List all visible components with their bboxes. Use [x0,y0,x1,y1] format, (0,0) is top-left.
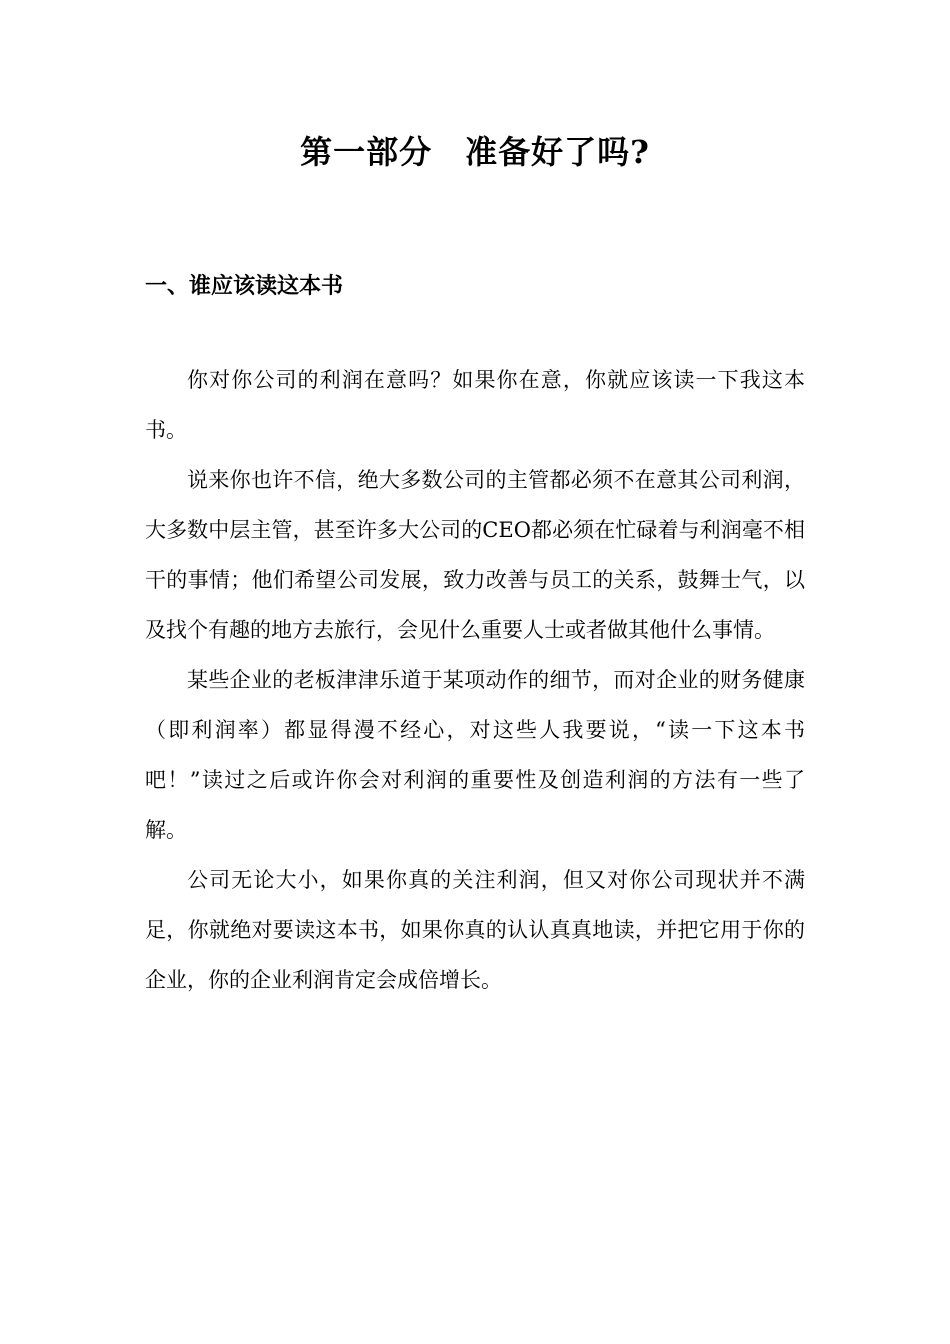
paragraph: 公司无论大小，如果你真的关注利润，但又对你公司现状并不满足，你就绝对要读这本书，如果你真的认认真真地读，并把它用于你的企业，你的企业利润肯定会成倍增长。 [145,868,805,992]
paragraph: 说来你也许不信，绝大多数公司的主管都必须不在意其公司利润，大多数中层主管，甚至许多大公司的CEO都必须在忙碌着与利润毫不相干的事情；他们希望公司发展，致力改善与员工的关系，鼓舞士气，以及找个有趣的地方去旅行，会见什么重要人士或者做其他什么事情。 [145,468,805,642]
page-title: 第一部分 准备好了吗? [300,133,650,171]
section-heading: 一、谁应该读这本书 [145,274,344,299]
section-body [145,355,805,1005]
paragraph: 某些企业的老板津津乐道于某项动作的细节，而对企业的财务健康（即利润率）都显得漫不经心，对这些人我要说，“读一下这本书吧！”读过之后或许你会对利润的重要性及创造利润的方法有一些了解。 [145,668,805,842]
paragraph: 你对你公司的利润在意吗？如果你在意，你就应该读一下我这本书。 [145,368,805,442]
